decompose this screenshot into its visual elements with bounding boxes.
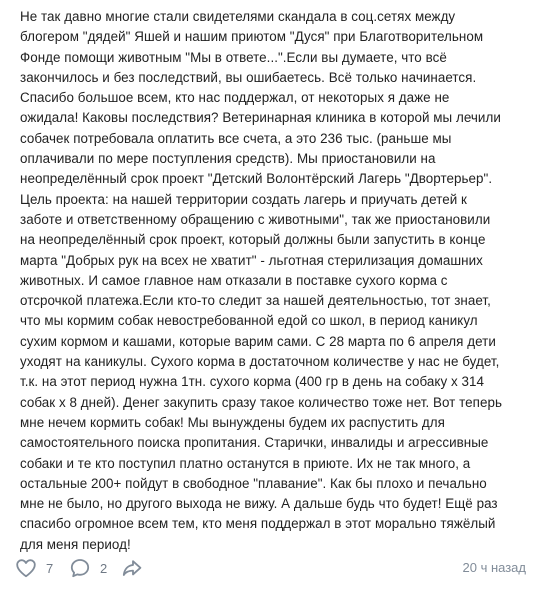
post-timestamp[interactable]: 20 ч назад	[462, 560, 526, 575]
comment-bubble-icon	[68, 556, 92, 580]
heart-outline-icon	[14, 556, 38, 580]
like-count: 7	[46, 560, 54, 576]
comment-button[interactable]	[68, 555, 107, 581]
share-button[interactable]	[120, 555, 144, 581]
post-footer	[0, 555, 546, 581]
post-text: Не так давно многие стали свидетелями скандала в соц.сетях между блогером "дядей" Яшей и нашим приютом "Дуся" при Благотворительном Фонде помощи животным "Мы в ответе...".Если вы думаете, что всё закончилось и без последствий, вы ошибаетесь. Всё только начинается. Спасибо большое всем, кто нас поддержал, от некоторых я даже не ожидала! Каковы последствия? Ветеринарная клиника в которой мы лечили собачек потребовала оплатить все счета, а это 236 тыс. (раньше мы оплачивали по мере поступления средств). Мы приостановили на неопределённый срок проект "Детский Волонтёрский Лагерь "Двортерьер". Цель проекта: на нашей территории создать лагерь и приучать детей к заботе и ответственному обращению с животными", так же приостановили на неопределённый срок проект, который должны были запустить в конце марта "Добрых рук на всех не хватит" - льготная стерилизация домашних животных. И самое главное нам отказали в поставке сухого корма с отсрочкой платежа.Если кто-то следит за нашей деятельностью, тот знает, что мы кормим собак невостребованной едой со школ, в период каникул сухим кормом и кашами, которые варим сами. С 28 марта по 6 апреля дети уходят на каникулы. Сухого корма в достаточном количестве у нас не будет, т.к. на этот период нужна 1тн. сухого корма (400 гр в день на собаку х 314 собак х 8 дней). Денег закупить сразу такое количество тоже нет. Вот теперь мне нечем кормить собак! Мы вынуждены будем их распустить для самостоятельного поиска пропитания. Старички, инвалиды и агрессивные собаки и те кто поступил платно останутся в приюте. Их не так много, а остальные 200+ пойдут в свободное "плавание". Как бы плохо и печально мне не было, но другого выхода не вижу. А дальше будь что будет! Ещё раз спасибо огромное всем тем, кто меня поддержал в этот морально тяжёлый для меня период!	[20, 9, 502, 552]
comment-count: 2	[100, 560, 108, 576]
share-arrow-icon	[120, 556, 144, 580]
like-button[interactable]	[14, 555, 53, 581]
